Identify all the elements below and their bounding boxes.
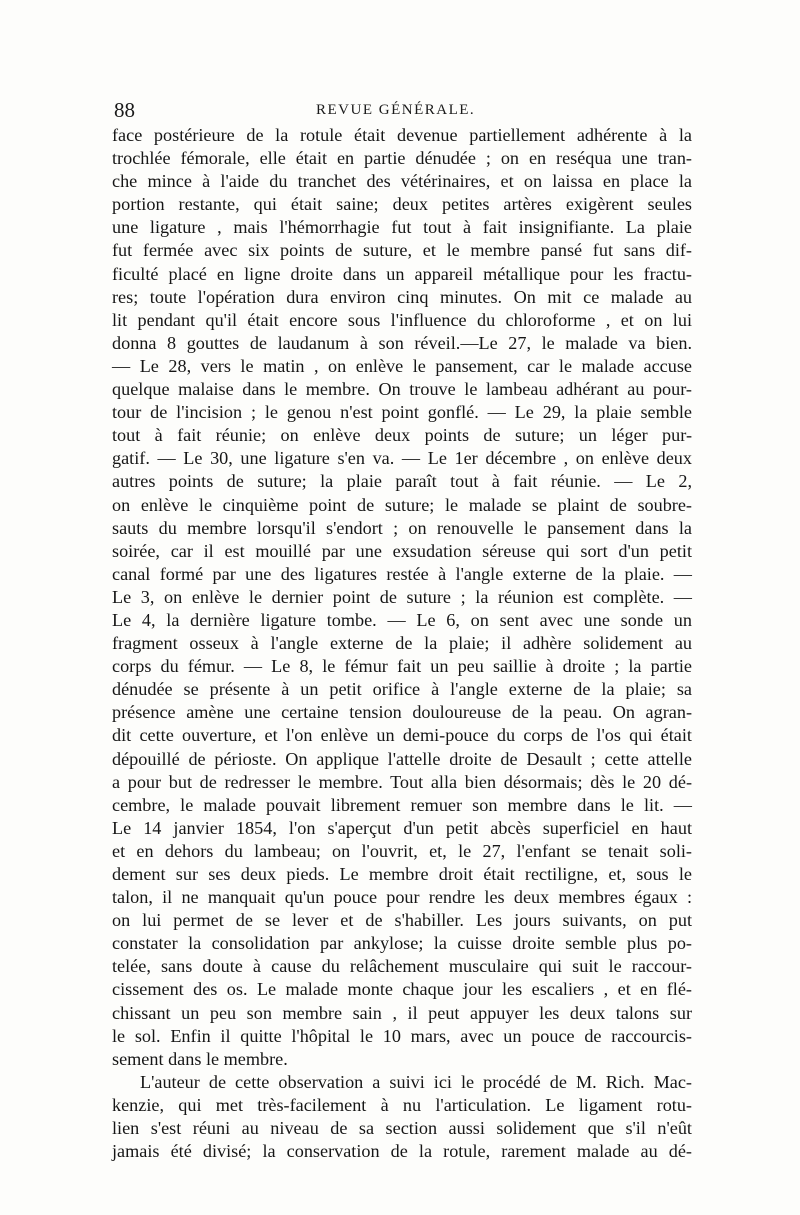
text-line: une ligature , mais l'hémorrhagie fut tout à fait insignifiante. La plaie <box>112 217 692 238</box>
text-line: ficulté placé en ligne droite dans un appareil métallique pour les fractu- <box>112 263 692 284</box>
text-line: présence amène une certaine tension douloureuse de la peau. On agran- <box>112 702 692 723</box>
text-line: sement dans le membre. <box>112 1048 288 1069</box>
text-line: dit cette ouverture, et l'on enlève un demi-pouce du corps de l'os qui était <box>112 725 692 746</box>
text-line: dépouillé de périoste. On applique l'attelle droite de Desault ; cette attelle <box>112 748 692 769</box>
text-line: gatif. — Le 30, une ligature s'en va. — Le 1er décembre , on enlève deux <box>112 448 692 469</box>
text-line: trochlée fémorale, elle était en partie dénudée ; on en reséqua une tran- <box>112 148 692 169</box>
text-line: lien s'est réuni au niveau de sa section aussi solidement que s'il n'eût <box>112 1118 692 1139</box>
text-line: lit pendant qu'il était encore sous l'influence du chloroforme , et on lui <box>112 309 692 330</box>
page-number: 88 <box>114 98 135 122</box>
text-line: — Le 28, vers le matin , on enlève le pansement, car le malade accuse <box>112 355 692 376</box>
text-line: portion restante, qui était saine; deux petites artères exigèrent seules <box>112 194 692 215</box>
text-line: dénudée se présente à un petit orifice à l'angle externe de la plaie; sa <box>112 679 692 700</box>
running-title: REVUE GÉNÉRALE. <box>316 102 476 118</box>
text-line: talon, il ne manquait qu'un pouce pour rendre les deux membres égaux : <box>112 887 692 908</box>
text-line: chissant un peu son membre sain , il peut appuyer les deux talons sur <box>112 1002 692 1023</box>
text-line: tour de l'incision ; le genou n'est point gonflé. — Le 29, la plaie semble <box>112 402 692 423</box>
text-line: telée, sans doute à cause du relâchement musculaire qui suit le raccour- <box>112 956 692 977</box>
text-line: fut fermée avec six points de suture, et le membre pansé fut sans dif- <box>112 240 692 261</box>
text-line: et en dehors du lambeau; on l'ouvrit, et, le 27, l'enfant se tenait soli- <box>112 840 692 861</box>
text-line: che mince à l'aide du tranchet des vétérinaires, et on laissa en place la <box>112 171 692 192</box>
text-line: jamais été divisé; la conservation de la rotule, rarement malade au dé- <box>112 1141 692 1162</box>
text-line: corps du fémur. — Le 8, le fémur fait un peu saillie à droite ; la partie <box>112 656 692 677</box>
text-line: sauts du membre lorsqu'il s'endort ; on renouvelle le pansement dans la <box>112 517 692 538</box>
text-line: constater la consolidation par ankylose; la cuisse droite semble plus po- <box>112 933 692 954</box>
body-text <box>112 124 692 1163</box>
text-line: a pour but de redresser le membre. Tout alla bien désormais; dès le 20 dé- <box>112 771 692 792</box>
text-line: cembre, le malade pouvait librement remuer son membre dans le lit. — <box>112 794 692 815</box>
text-line: res; toute l'opération dura environ cinq minutes. On mit ce malade au <box>112 286 692 307</box>
text-line: quelque malaise dans le membre. On trouve le lambeau adhérant au pour- <box>112 379 692 400</box>
text-line: Le 3, on enlève le dernier point de suture ; la réunion est complète. — <box>112 586 692 607</box>
text-line: on enlève le cinquième point de suture; le malade se plaint de soubre- <box>112 494 692 515</box>
text-line: dement sur ses deux pieds. Le membre droit était rectiligne, et, sous le <box>112 864 692 884</box>
text-line: soirée, car il est mouillé par une exsudation séreuse qui sort d'un petit <box>112 540 692 561</box>
text-line: fragment osseux à l'angle externe de la plaie; il adhère solidement au <box>112 633 692 654</box>
text-line: le sol. Enfin il quitte l'hôpital le 10 mars, avec un pouce de raccourcis- <box>112 1025 692 1046</box>
text-line: Le 14 janvier 1854, l'on s'aperçut d'un petit abcès superficiel en haut <box>112 817 692 838</box>
text-line: autres points de suture; la plaie paraît tout à fait réunie. — Le 2, <box>112 471 692 492</box>
text-line: Le 4, la dernière ligature tombe. — Le 6, on sent avec une sonde un <box>112 609 692 630</box>
text-line: L'auteur de cette observation a suivi ici le procédé de M. Rich. Mac- <box>140 1071 692 1092</box>
text-line: donna 8 gouttes de laudanum à son réveil.—Le 27, le malade va bien. <box>112 332 692 353</box>
text-line: on lui permet de se lever et de s'habiller. Les jours suivants, on put <box>112 910 692 931</box>
page-header <box>114 98 688 122</box>
text-line: face postérieure de la rotule était devenue partiellement adhérente à la <box>112 125 692 145</box>
text-line: cissement des os. Le malade monte chaque jour les escaliers , et en flé- <box>112 979 692 1000</box>
text-line: kenzie, qui met très-facilement à nu l'articulation. Le ligament rotu- <box>112 1094 692 1115</box>
text-line: tout à fait réunie; on enlève deux points de suture; un léger pur- <box>112 425 692 446</box>
text-line: canal formé par une des ligatures restée à l'angle externe de la plaie. — <box>112 563 692 584</box>
